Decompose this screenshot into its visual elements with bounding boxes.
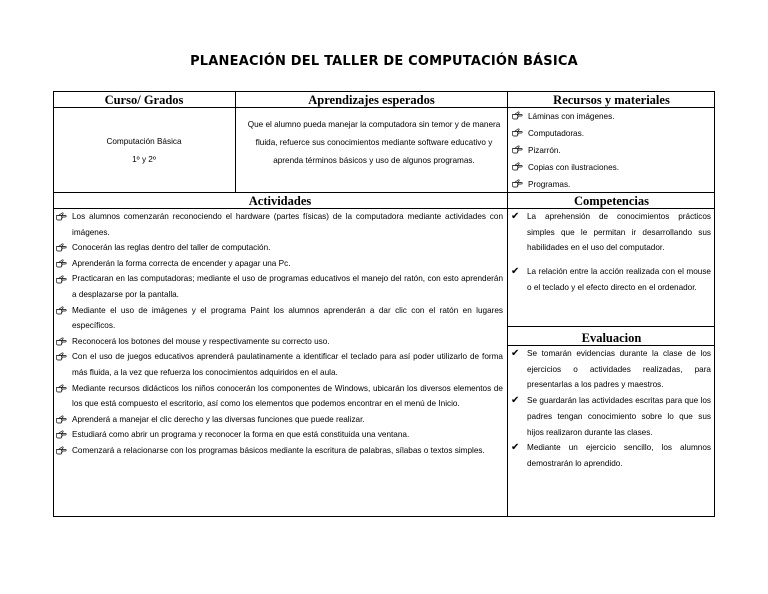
list-item-text: Pizarrón. xyxy=(528,146,561,155)
list-item xyxy=(56,443,503,459)
actividades-list xyxy=(56,209,503,459)
header-actividades: Actividades xyxy=(248,194,312,208)
list-item xyxy=(511,264,711,295)
list-item xyxy=(56,271,503,302)
list-item-text: Reconocerá los botones del mouse y respectivamente su correcto uso. xyxy=(72,336,330,346)
list-item-text: Con el uso de juegos educativos aprenderá paulatinamente a identificar el teclado para así poder utilizarlo de forma más fluida, a la vez que refuerza los conocimientos adquiridos en el aula. xyxy=(72,352,503,377)
list-item-text: Estudiará como abrir un programa y reconocer la forma en que está constituida una ventana. xyxy=(72,430,410,440)
pointing-hand-icon xyxy=(56,381,67,397)
list-item-text: Mediante un ejercicio sencillo, los alumnos demostrarán lo aprendido. xyxy=(527,443,711,468)
list-item xyxy=(512,159,712,176)
list-item xyxy=(512,108,712,125)
pointing-hand-icon xyxy=(56,443,67,459)
pointing-hand-icon xyxy=(512,176,523,192)
list-item-text: Mediante el uso de imágenes y el programa Paint los alumnos aprenderán a dar clic con el ratón en lugares específicos. xyxy=(72,305,503,331)
checkmark-icon: ✔ xyxy=(511,348,520,359)
pointing-hand-icon xyxy=(56,240,67,256)
pointing-hand-icon xyxy=(56,209,67,225)
divider xyxy=(507,91,508,517)
checkmark-icon: ✔ xyxy=(511,211,520,222)
evaluacion-list xyxy=(511,346,711,472)
page-title: PLANEACIÓN DEL TALLER DE COMPUTACIÓN BÁSICA xyxy=(190,54,578,69)
header-aprendizajes: Aprendizajes esperados xyxy=(308,93,435,107)
list-item xyxy=(56,303,503,334)
list-item-text: Láminas con imágenes. xyxy=(528,112,615,121)
list-item-text: Se tomarán evidencias durante la clase de los ejercicios o actividades realizadas, para presentarlas a los padres y maestros. xyxy=(527,349,711,390)
list-item xyxy=(56,349,503,380)
checkmark-icon: ✔ xyxy=(511,395,520,407)
list-item-text: Mediante recursos didácticos los niños conocerán los componentes de Windows, ubicarán los diversos elementos de los que está compuesto el escritorio, así como los elementos que podemos encontrar en el menú de Inicio. xyxy=(72,383,503,409)
list-item-text: Practicaran en las computadoras; mediante el uso de programas educativos el manejo del ratón, con esto aprenderán a desplazarse por la pantalla. xyxy=(72,274,503,299)
list-item xyxy=(512,125,712,142)
list-item-text: Programas. xyxy=(528,180,571,189)
header-competencias: Competencias xyxy=(574,194,649,208)
list-item xyxy=(56,240,503,256)
pointing-hand-icon xyxy=(56,271,67,287)
pointing-hand-icon xyxy=(56,427,67,443)
list-item xyxy=(56,381,503,412)
curso-nombre: Computación Básica xyxy=(106,137,182,146)
list-item xyxy=(56,209,503,240)
list-item xyxy=(56,427,503,443)
header-evaluacion: Evaluacion xyxy=(581,331,642,345)
list-item xyxy=(512,176,712,193)
checkmark-icon: ✔ xyxy=(511,266,520,278)
list-item xyxy=(511,440,711,471)
list-item xyxy=(511,393,711,440)
pointing-hand-icon xyxy=(56,256,67,272)
list-item-text: Copias con ilustraciones. xyxy=(528,163,620,172)
list-item-text: Comenzará a relacionarse con los programas básicos mediante la escritura de palabras, sílabas o textos simples. xyxy=(72,445,485,455)
list-item xyxy=(56,412,503,428)
list-item-text: Se guardarán las actividades escritas para que los padres tengan conocimiento sobre lo que sus hijos realizaron durante las clases. xyxy=(527,396,711,437)
divider xyxy=(507,326,715,327)
list-item-text: La aprehensión de conocimientos prácticos simples que le permitan ir desarrollando sus habilidades en el uso del computador. xyxy=(527,212,711,253)
list-item-text: Conocerán las reglas dentro del taller de computación. xyxy=(72,243,271,253)
list-item-text: Los alumnos comenzarán reconociendo el hardware (partes físicas) de la computadora mediante actividades con imágenes. xyxy=(72,212,503,237)
pointing-hand-icon xyxy=(56,412,67,428)
list-item-text: Aprenderá a manejar el clic derecho y las diversas funciones que puede realizar. xyxy=(72,414,365,424)
list-item-text: Aprenderán la forma correcta de encender y apagar una Pc. xyxy=(72,258,291,268)
checkmark-icon: ✔ xyxy=(511,442,520,454)
aprendizajes-text: Que el alumno pueda manejar la computadora sin temor y de manera fluida, refuerce sus conocimientos mediante software educativo y aprenda términos básicos y uso de algunos programas. xyxy=(247,120,501,165)
pointing-hand-icon xyxy=(512,159,523,175)
pointing-hand-icon xyxy=(56,334,67,350)
list-item xyxy=(511,346,711,393)
pointing-hand-icon xyxy=(56,349,67,365)
list-item xyxy=(512,142,712,159)
list-item xyxy=(56,334,503,350)
list-item-text: La relación entre la acción realizada con el mouse o el teclado y el efecto directo en el ordenador. xyxy=(527,267,711,292)
pointing-hand-icon xyxy=(56,303,67,319)
competencias-list xyxy=(511,209,711,296)
recursos-list xyxy=(512,108,712,193)
header-recursos: Recursos y materiales xyxy=(553,93,670,107)
pointing-hand-icon xyxy=(512,142,523,158)
curso-grados: 1º y 2º xyxy=(132,155,156,164)
list-item xyxy=(511,209,711,256)
list-item-text: Computadoras. xyxy=(528,129,584,138)
list-item xyxy=(56,256,503,272)
spacer xyxy=(511,256,711,264)
pointing-hand-icon xyxy=(512,125,523,141)
header-curso: Curso/ Grados xyxy=(104,93,184,107)
pointing-hand-icon xyxy=(512,108,523,124)
